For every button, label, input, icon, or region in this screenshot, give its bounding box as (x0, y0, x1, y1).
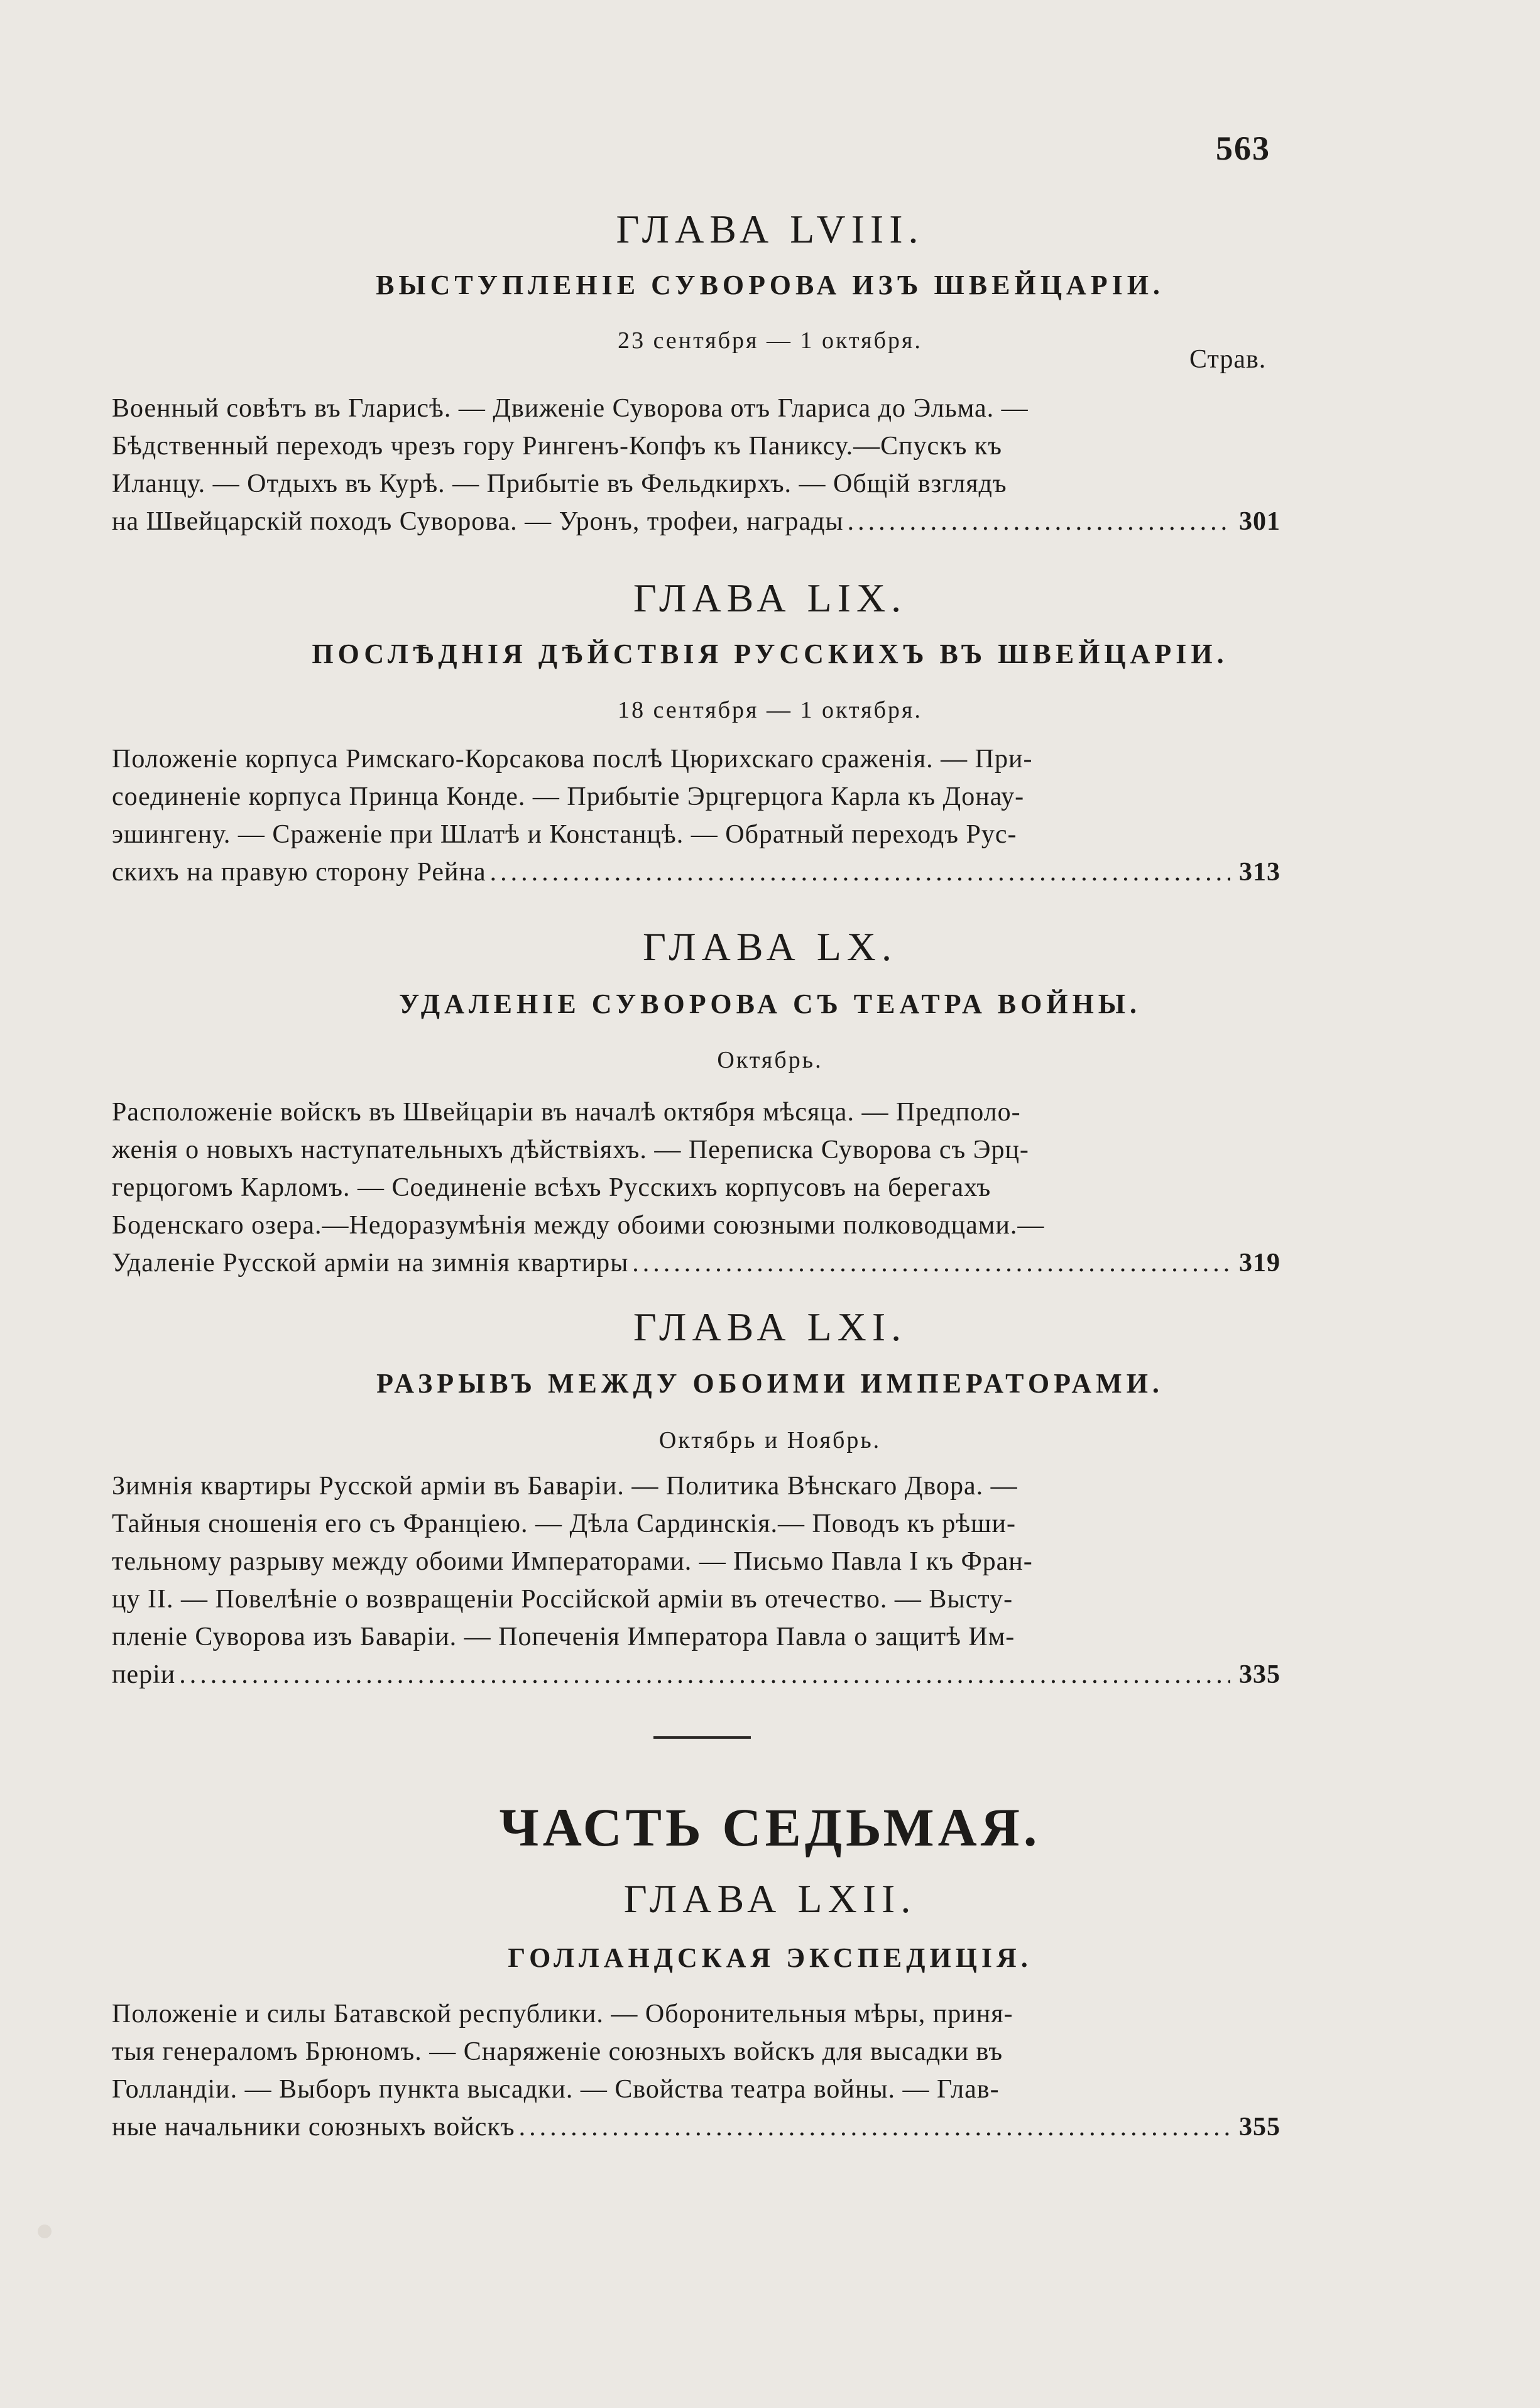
section-divider (653, 1736, 751, 1739)
summary-line: Удаленіе Русской арміи на зимнія квартиры (112, 1249, 629, 1278)
chapter-dates-58: 23 сентября — 1 октября. (618, 327, 922, 354)
chapter-title-60: ГЛАВА LX. (643, 924, 897, 969)
page-number: 563 (1216, 129, 1270, 167)
chapter-title-58: ГЛАВА LVIII. (616, 207, 924, 251)
chapter-page-ref: 313 (1239, 858, 1281, 887)
chapter-subtitle-62: ГОЛЛАНДСКАЯ ЭКСПЕДИЦІЯ. (508, 1942, 1032, 1973)
summary-line: Зимнія квартиры Русской арміи въ Баваріи. — Политика Вѣнскаго Двора. — (112, 1472, 1018, 1501)
summary-line: на Швейцарскій походъ Суворова. — Уронъ, трофеи, награды (112, 507, 844, 536)
dot-leader (848, 503, 1230, 540)
chapter-subtitle-59: ПОСЛѢДНІЯ ДѢЙСТВІЯ РУССКИХЪ ВЪ ШВЕЙЦАРІИ. (312, 638, 1228, 669)
chapter-title-62: ГЛАВА LXII. (623, 1876, 917, 1921)
chapter-page-ref: 301 (1239, 507, 1281, 536)
summary-last-line (112, 503, 1281, 540)
summary-line: Расположеніе войскъ въ Швейцаріи въ началѣ октября мѣсяца. — Предполо- (112, 1098, 1021, 1127)
chapter-subtitle-61: РАЗРЫВЪ МЕЖДУ ОБОИМИ ИМПЕРАТОРАМИ. (376, 1368, 1164, 1399)
chapter-page-ref: 319 (1239, 1249, 1281, 1278)
chapter-dates-59: 18 сентября — 1 октября. (618, 697, 922, 723)
chapter-summary-59 (112, 740, 1281, 891)
summary-line: Военный совѣтъ въ Гларисѣ. — Движеніе Суворова отъ Гларисa до Эльма. — (112, 394, 1029, 423)
summary-line: Тайныя сношенія его съ Франціею. — Дѣла Сардинскія.— Поводъ къ рѣши- (112, 1509, 1016, 1538)
summary-last-line (112, 2108, 1281, 2146)
chapter-title-59: ГЛАВА LIX. (633, 576, 907, 620)
chapter-summary-58 (112, 390, 1281, 540)
dot-leader (179, 1656, 1230, 1694)
summary-line: Бѣдственный переходъ чрезъ гору Рингенъ-Копфъ къ Паниксу.—Спускъ къ (112, 432, 1002, 461)
dot-leader (632, 1244, 1230, 1282)
summary-line: періи (112, 1660, 176, 1689)
summary-line: женія о новыхъ наступательныхъ дѣйствіяхъ. — Переписка Суворова съ Эрц- (112, 1136, 1029, 1164)
summary-line: Положеніе корпуса Римскаго-Корсакова послѣ Цюрихскаго сраженія. — При- (112, 745, 1033, 774)
summary-line: Иланцу. — Отдыхъ въ Курѣ. — Прибытіе въ Фельдкирхъ. — Общій взглядъ (112, 469, 1007, 498)
chapter-title-61: ГЛАВА LXI. (633, 1305, 907, 1349)
dot-leader (519, 2108, 1230, 2146)
summary-last-line (112, 853, 1281, 891)
summary-line: эшингену. — Сраженіе при Шлатѣ и Констанцѣ. — Обратный переходъ Рус- (112, 820, 1017, 849)
chapter-page-ref: 355 (1239, 2113, 1281, 2142)
chapter-summary-61 (112, 1467, 1281, 1694)
summary-line: тыя генераломъ Брюномъ. — Снаряженіе союзныхъ войскъ для высадки въ (112, 2037, 1003, 2066)
summary-line: тельному разрыву между обоими Императорами. — Письмо Павла I къ Фран- (112, 1547, 1033, 1576)
summary-line: соединеніе корпуса Принца Конде. — Прибытіе Эрцгерцога Карла къ Донау- (112, 782, 1025, 811)
summary-line: Голландіи. — Выборъ пункта высадки. — Свойства театра войны. — Глав- (112, 2075, 1000, 2104)
chapter-summary-62 (112, 1995, 1281, 2146)
page-column-label: Страв. (1189, 345, 1267, 374)
chapter-subtitle-60: УДАЛЕНІЕ СУВОРОВА СЪ ТЕАТРА ВОЙНЫ. (398, 988, 1142, 1019)
chapter-dates-61: Октябрь и Ноябрь. (658, 1427, 882, 1453)
chapter-summary-60 (112, 1093, 1281, 1282)
summary-last-line (112, 1656, 1281, 1694)
summary-line: пленіе Суворова изъ Баваріи. — Попеченія Императора Павла о защитѣ Им- (112, 1623, 1015, 1651)
chapter-page-ref: 335 (1239, 1660, 1281, 1689)
chapter-dates-60: Октябрь. (717, 1047, 823, 1073)
part-title: ЧАСТЬ СЕДЬМАЯ. (499, 1797, 1041, 1858)
summary-line: цу II. — Повелѣніе о возвращеніи Россійской арміи въ отечество. — Высту- (112, 1585, 1013, 1614)
summary-line: скихъ на правую сторону Рейна (112, 858, 486, 887)
summary-line: Положеніе и силы Батавской республики. — Оборонительныя мѣры, приня- (112, 2000, 1013, 2028)
summary-last-line (112, 1244, 1281, 1282)
summary-line: Боденскаго озера.—Недоразумѣнія между обоими союзными полководцами.— (112, 1211, 1045, 1240)
summary-line: ные начальники союзныхъ войскъ (112, 2113, 515, 2142)
dot-leader (490, 853, 1230, 891)
summary-line: герцогомъ Карломъ. — Соединеніе всѣхъ Русскихъ корпусовъ на берегахъ (112, 1173, 991, 1202)
chapter-subtitle-58: ВЫСТУПЛЕНІЕ СУВОРОВА ИЗЪ ШВЕЙЦАРІИ. (376, 270, 1164, 300)
page-stain (38, 2225, 52, 2238)
